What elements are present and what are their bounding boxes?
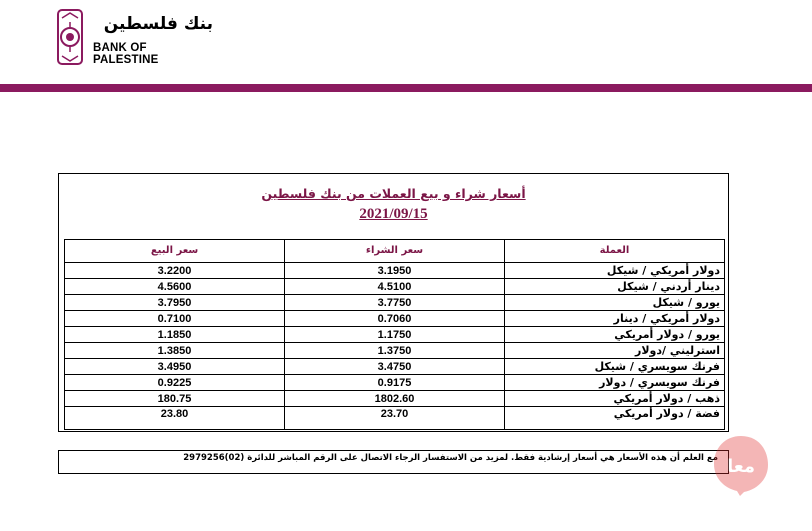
buy-rate: 0.9175: [285, 375, 505, 391]
maan-watermark-logo: [710, 432, 772, 498]
disclaimer-note: مع العلم أن هذه الأسعار هي أسعار إرشادية فقط. لمزيد من الاستفسار الرجاء الاتصال على الرقم المباشر للدائرة (02)2979256: [58, 450, 729, 474]
table-row: [65, 343, 725, 359]
buy-rate: 3.1950: [285, 263, 505, 279]
buy-rate: 4.5100: [285, 279, 505, 295]
sell-rate: 1.1850: [65, 327, 285, 343]
header-currency: العملة: [505, 240, 725, 263]
table-row: [65, 391, 725, 407]
page-title: أسعار شراء و بيع العملات من بنك فلسطين: [261, 186, 526, 201]
buy-rate: 1.3750: [285, 343, 505, 359]
currency-pair: دينار أردني / شيكل: [505, 279, 725, 295]
table-header-row: [65, 240, 725, 263]
table-row: [65, 263, 725, 279]
sell-rate: 3.2200: [65, 263, 285, 279]
currency-pair: يورو / شيكل: [505, 295, 725, 311]
rates-table: [64, 239, 725, 430]
currency-pair: دولار أمريكي / شيكل: [505, 263, 725, 279]
table-row: [65, 279, 725, 295]
currency-pair: استرليني /دولار: [505, 343, 725, 359]
rates-date: 2021/09/15: [359, 206, 428, 222]
buy-rate: 23.70: [285, 407, 505, 430]
header-sell: سعر البيع: [65, 240, 285, 263]
sell-rate: 1.3850: [65, 343, 285, 359]
buy-rate: 1802.60: [285, 391, 505, 407]
currency-pair: دولار أمريكي / دينار: [505, 311, 725, 327]
sell-rate: 0.7100: [65, 311, 285, 327]
bank-name-english: BANK OF PALESTINE: [93, 42, 159, 66]
table-row: [65, 327, 725, 343]
buy-rate: 3.7750: [285, 295, 505, 311]
currency-pair: فضة / دولار أمريكي: [505, 407, 725, 430]
bank-name-arabic: بنك فلسطين: [103, 14, 213, 34]
currency-pair: فرنك سويسري / شيكل: [505, 359, 725, 375]
currency-pair: يورو / دولار أمريكي: [505, 327, 725, 343]
sell-rate: 180.75: [65, 391, 285, 407]
buy-rate: 0.7060: [285, 311, 505, 327]
buy-rate: 1.1750: [285, 327, 505, 343]
table-row: [65, 375, 725, 391]
brand-bar: [0, 84, 812, 92]
sell-rate: 3.7950: [65, 295, 285, 311]
currency-pair: ذهب / دولار أمريكي: [505, 391, 725, 407]
table-row: [65, 407, 725, 430]
table-row: [65, 359, 725, 375]
sell-rate: 23.80: [65, 407, 285, 430]
bank-logo: [55, 8, 215, 66]
header-buy: سعر الشراء: [285, 240, 505, 263]
sell-rate: 3.4950: [65, 359, 285, 375]
buy-rate: 3.4750: [285, 359, 505, 375]
sell-rate: 0.9225: [65, 375, 285, 391]
table-row: [65, 295, 725, 311]
watermark-text: معا: [726, 456, 756, 477]
sell-rate: 4.5600: [65, 279, 285, 295]
currency-pair: فرنك سويسري / دولار: [505, 375, 725, 391]
bank-seal-icon: [55, 8, 85, 66]
table-row: [65, 311, 725, 327]
